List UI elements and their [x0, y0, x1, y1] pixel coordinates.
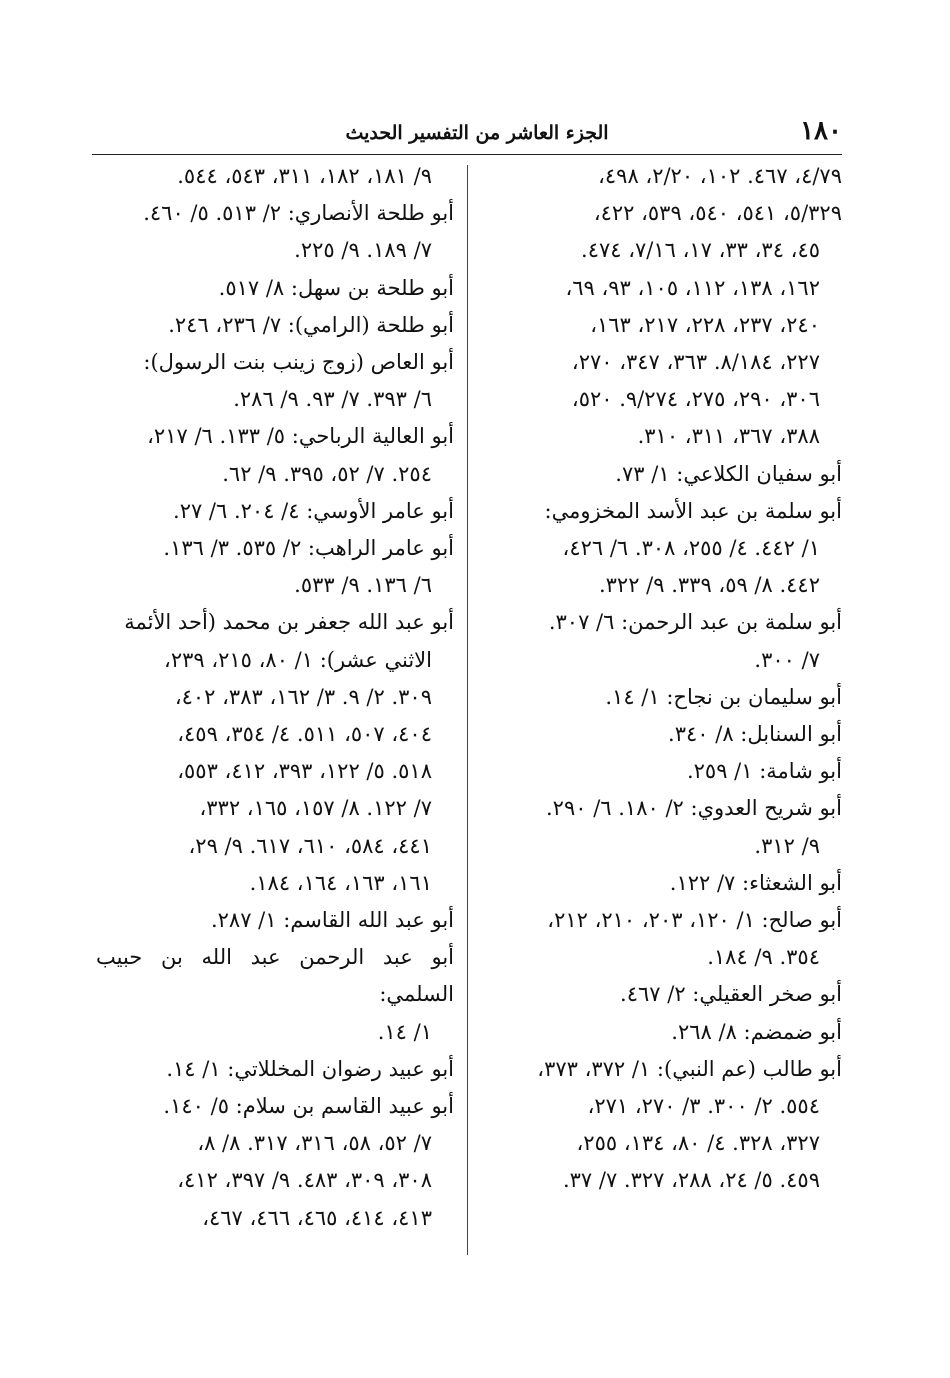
index-entry-continuation: ٤٥٩. ٥/ ٢٤، ٢٨٨، ٣٢٧. ٧/ ٣٧.: [562, 1168, 820, 1193]
index-entry: أبو الشعثاء: ٧/ ١٢٢.: [669, 870, 842, 895]
index-entry: أبو العاص (زوج زينب بنت الرسول):: [143, 350, 454, 375]
index-entry: أبو سلمة بن عبد الأسد المخزومي:: [544, 498, 842, 523]
header-rule: [92, 154, 842, 155]
index-entry-continuation: ٤٥، ٣٤، ٣٣، ١٧، ٧/١٦، ٤٧٤.: [581, 238, 820, 263]
index-entry-continuation: ٦/ ٣٩٣. ٧/ ٩٣. ٩/ ٢٨٦.: [233, 387, 432, 412]
index-entry: أبو عبد الرحمن عبد الله بن حبيب السلمي:: [96, 945, 454, 1007]
index-entry-continuation: ٩/ ١٨١، ١٨٢، ٣١١، ٥٤٣، ٥٤٤.: [177, 164, 432, 188]
column-divider: [467, 165, 468, 1255]
index-entry-continuation: ٣٠٨، ٣٠٩، ٤٨٣. ٩/ ٣٩٧، ٤١٢،: [177, 1168, 432, 1193]
index-entry: أبو عامر الأوسي: ٤/ ٢٠٤. ٦/ ٢٧.: [173, 498, 454, 523]
index-entry: أبو سلمة بن عبد الرحمن: ٦/ ٣٠٧.: [548, 610, 842, 635]
index-entry: أبو ضمضم: ٨/ ٢٦٨.: [671, 1019, 842, 1044]
index-entry: ٤/٧٩، ٤٦٧. ١٠٢، ٢/٢٠، ٤٩٨،: [598, 164, 842, 188]
index-entry-continuation: ٣٢٧، ٣٢٨. ٤/ ٨٠، ١٣٤، ٢٥٥،: [576, 1131, 820, 1156]
index-entry-continuation: ١/ ٤٤٢. ٤/ ٢٥٥، ٣٠٨. ٦/ ٤٢٦،: [562, 536, 820, 561]
index-entry-continuation: ٥٥٤. ٢/ ٣٠٠. ٣/ ٢٧٠، ٢٧١،: [587, 1094, 820, 1119]
index-entry: أبو عبيد رضوان المخللاتي: ١/ ١٤.: [166, 1056, 454, 1081]
index-entry: أبو طلحة الأنصاري: ٢/ ٥١٣. ٥/ ٤٦٠.: [143, 201, 454, 226]
index-entry-continuation: ١٦١، ١٦٣، ١٦٤، ١٨٤.: [249, 870, 432, 895]
index-entry: ٥/٣٢٩، ٥٤١، ٥٤٠، ٥٣٩، ٤٢٢،: [593, 201, 842, 226]
index-column-right: [484, 158, 842, 1200]
index-entry-continuation: ٧/ ٥٢، ٥٨، ٣١٦، ٣١٧. ٨/ ٨،: [197, 1131, 432, 1156]
index-entry: أبو شامة: ١/ ٢٥٩.: [686, 759, 842, 784]
index-entry-continuation: ٧/ ١٢٢. ٨/ ١٥٧، ١٦٥، ٣٣٢،: [199, 796, 432, 821]
index-entry-continuation: الاثني عشر): ١/ ٨٠، ٢١٥، ٢٣٩،: [164, 647, 432, 672]
index-entry-continuation: ١٦٢، ١٣٨، ١١٢، ١٠٥، ٩٣، ٦٩،: [565, 275, 820, 300]
index-entry-continuation: ٣٨٨، ٣٦٧، ٣١١، ٣١٠.: [637, 424, 820, 449]
index-entry: أبو شريح العدوي: ٢/ ١٨٠. ٦/ ٢٩٠.: [545, 796, 842, 821]
index-entry-continuation: ٤١٣، ٤١٤، ٤٦٥، ٤٦٦، ٤٦٧،: [202, 1205, 432, 1230]
index-column-left: [96, 158, 454, 1237]
index-entry-continuation: ٧/ ١٨٩. ٩/ ٢٢٥.: [294, 238, 432, 263]
index-entry-continuation: ٢٥٤. ٧/ ٥٢، ٣٩٥. ٩/ ٦٢.: [222, 461, 432, 486]
index-entry-continuation: ٤٤١، ٥٨٤، ٦١٠، ٦١٧. ٩/ ٢٩،: [188, 833, 432, 858]
index-entry: أبو عامر الراهب: ٢/ ٥٣٥. ٣/ ١٣٦.: [163, 536, 454, 561]
index-entry: أبو طلحة بن سهل: ٨/ ٥١٧.: [218, 275, 454, 300]
index-entry-continuation: ٤٤٢. ٨/ ٥٩، ٣٣٩. ٩/ ٣٢٢.: [598, 573, 820, 598]
index-entry: أبو سليمان بن نجاح: ١/ ١٤.: [605, 684, 842, 709]
page-number: ١٨٠: [800, 116, 842, 146]
index-entry: أبو صالح: ١/ ١٢٠، ٢٠٣، ٢١٠، ٢١٢،: [547, 908, 842, 933]
page-header: [92, 112, 842, 152]
index-entry: أبو صخر العقيلي: ٢/ ٤٦٧.: [620, 982, 842, 1007]
index-entry: أبو السنابل: ٨/ ٣٤٠.: [668, 722, 842, 747]
index-entry-continuation: ٥١٨. ٥/ ١٢٢، ٣٩٣، ٤١٢، ٥٥٣،: [177, 759, 432, 784]
index-entry-continuation: ٩/ ٣١٢.: [754, 833, 820, 858]
index-entry-continuation: ٣٥٤. ٩/ ١٨٤.: [707, 945, 820, 970]
index-entry-continuation: ٢٢٧، ٨/١٨٤. ٣٦٣، ٣٤٧، ٢٧٠،: [571, 350, 820, 375]
index-entry-continuation: ٧/ ٣٠٠.: [754, 647, 820, 672]
index-entry-continuation: ٤٠٤، ٥٠٧، ٥١١. ٤/ ٣٥٤، ٤٥٩،: [177, 722, 432, 747]
index-entry: أبو طلحة (الرامي): ٧/ ٢٣٦، ٢٤٦.: [168, 312, 454, 337]
index-entry-continuation: ٢٤٠، ٢٣٧، ٢٢٨، ٢١٧، ١٦٣،: [590, 312, 820, 337]
index-entry: أبو عبد الله جعفر بن محمد (أحد الأئمة: [124, 610, 454, 635]
index-entry-continuation: ٦/ ١٣٦. ٩/ ٥٣٣.: [294, 573, 432, 598]
index-entry: أبو العالية الرباحي: ٥/ ١٣٣. ٦/ ٢١٧،: [147, 424, 454, 449]
index-entry: أبو عبد الله القاسم: ١/ ٢٨٧.: [210, 908, 454, 933]
running-title: الجزء العاشر من التفسير الحديث: [345, 122, 609, 144]
index-entry-continuation: ١/ ١٤.: [377, 1019, 432, 1044]
index-entry: أبو عبيد القاسم بن سلام: ٥/ ١٤٠.: [163, 1094, 454, 1119]
index-entry: أبو طالب (عم النبي): ١/ ٣٧٢، ٣٧٣،: [537, 1056, 842, 1081]
index-entry: أبو سفيان الكلاعي: ١/ ٧٣.: [615, 461, 842, 486]
index-entry-continuation: ٣٠٦، ٢٩٠، ٢٧٥، ٩/٢٧٤. ٥٢٠،: [571, 387, 820, 412]
index-entry-continuation: ٣٠٩. ٢/ ٩. ٣/ ١٦٢، ٣٨٣، ٤٠٢،: [174, 684, 432, 709]
